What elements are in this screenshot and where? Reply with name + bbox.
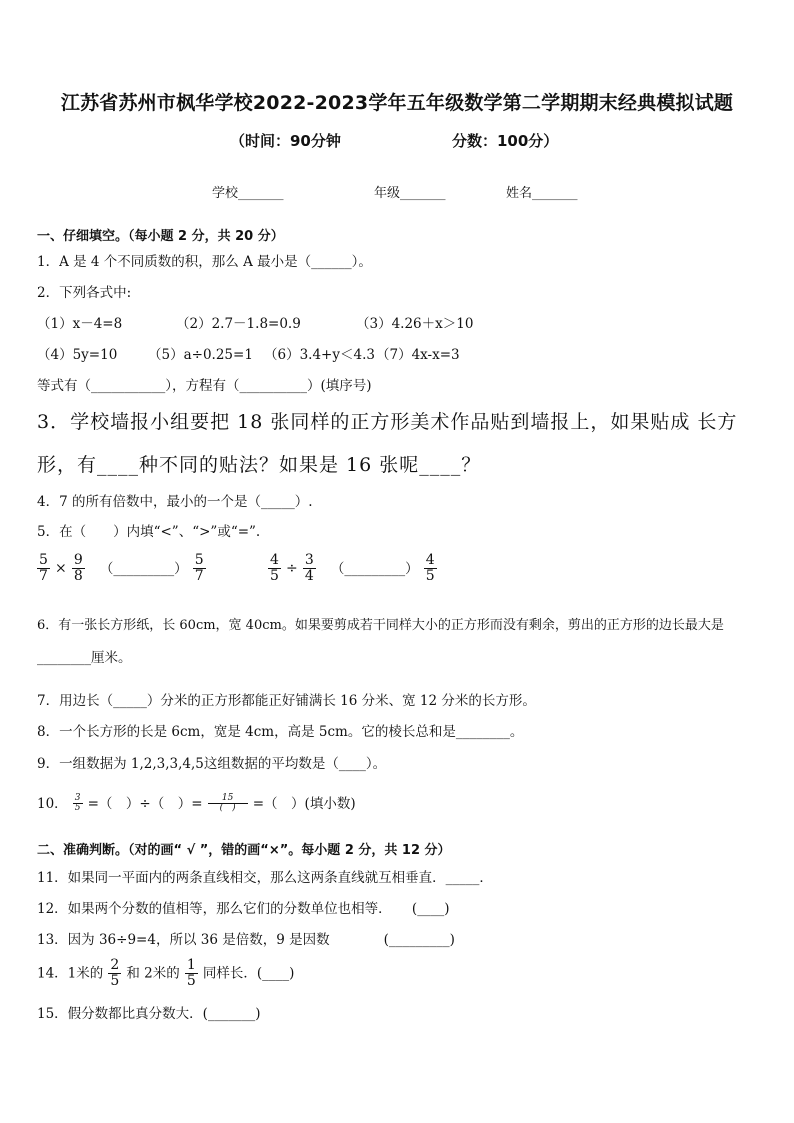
question-4: 4．7 的所有倍数中，最小的一个是（_____）. bbox=[37, 494, 313, 510]
answer-blank[interactable]: （_________） bbox=[99, 560, 188, 577]
section-2-heading: 二、准确判断。（对的画“ √ ”，错的画“×”。每小题 2 分，共 12 分） bbox=[37, 843, 451, 858]
question-6-line-1: 6．有一张长方形纸，长 60cm，宽 40cm。如果要剪成若干同样大小的正方形而没有剩余，剪出的正方形的边长最大是 bbox=[37, 618, 724, 633]
section-1-heading: 一、仔细填空。（每小题 2 分，共 20 分） bbox=[37, 229, 284, 244]
question-10 bbox=[37, 792, 356, 813]
question-2-item-4: （4）5y=10 bbox=[37, 347, 118, 363]
question-12: 12．如果两个分数的值相等，那么它们的分数单位也相等． (____) bbox=[37, 901, 450, 917]
fraction: $\frac{4}{5}$ bbox=[425, 552, 435, 584]
question-9: 9．一组数据为 1,2,3,3,4,5这组数据的平均数是（____）。 bbox=[37, 756, 387, 772]
exam-time: （时间：90分钟 bbox=[230, 132, 341, 150]
fraction: $\frac{5}{7}$ bbox=[194, 552, 204, 584]
question-14 bbox=[37, 958, 294, 988]
question-14-part-c: 同样长．(____) bbox=[202, 965, 295, 982]
question-10-tail: =（ ）(填小数) bbox=[252, 796, 356, 812]
question-3-line-2: 形，有____种不同的贴法？如果是 16 张呢____？ bbox=[37, 454, 482, 476]
question-2-item-5: （5）a÷0.25=1 bbox=[148, 347, 253, 363]
question-14-part-a: 14．1米的 bbox=[37, 965, 104, 982]
question-7: 7．用边长（_____）分米的正方形都能正好铺满长 16 分米、宽 12 分米的长方形。 bbox=[37, 693, 536, 709]
question-5-expression-2 bbox=[268, 553, 437, 583]
exam-score: 分数：100分） bbox=[452, 132, 559, 150]
name-field: 姓名_______ bbox=[506, 186, 578, 201]
fraction: $\frac{15}{( )}$ bbox=[208, 794, 248, 814]
question-13: 13．因为 36÷9=4，所以 36 是倍数，9 是因数 (_________) bbox=[37, 932, 455, 948]
grade-field: 年级_______ bbox=[374, 186, 446, 201]
school-field: 学校_______ bbox=[212, 186, 284, 201]
page-title: 江苏省苏州市枫华学校2022-2023学年五年级数学第二学期期末经典模拟试题 bbox=[60, 92, 734, 114]
question-10-label: 10． bbox=[37, 796, 68, 812]
fraction: $\frac{2}{5}$ bbox=[110, 957, 120, 989]
question-5-expression-1 bbox=[37, 553, 206, 583]
question-2-answer: 等式有（___________），方程有（__________）(填序号) bbox=[37, 378, 372, 394]
question-2-item-2: （2）2.7－1.8=0.9 bbox=[176, 316, 301, 332]
question-2-item-3: （3）4.26＋x＞10 bbox=[356, 316, 474, 332]
question-5: 5．在（ ）内填“<”、“>”或“=”. bbox=[37, 524, 261, 540]
question-3-line-1: 3．学校墙报小组要把 18 张同样的正方形美术作品贴到墙报上，如果贴成 长方 bbox=[37, 411, 738, 433]
question-2: 2．下列各式中: bbox=[37, 285, 132, 301]
fraction: $\frac{5}{7}$ bbox=[39, 552, 48, 584]
fraction: $\frac{1}{5}$ bbox=[186, 957, 196, 989]
question-6-line-2: ________厘米。 bbox=[37, 650, 132, 666]
question-2-item-7: （7）4x-x=3 bbox=[376, 347, 460, 363]
question-1: 1．A 是 4 个不同质数的积，那么 A 最小是（______）。 bbox=[37, 254, 372, 270]
fraction: $\frac{4}{5}$ bbox=[270, 552, 279, 584]
question-10-middle: =（ ）÷（ ）= bbox=[87, 796, 203, 812]
fraction: $\frac{3}{4}$ bbox=[304, 552, 314, 584]
operator: × bbox=[55, 560, 67, 577]
question-2-item-6: （6）3.4+y＜4.3 bbox=[264, 347, 375, 363]
question-2-item-1: （1）x－4=8 bbox=[37, 316, 123, 332]
fraction: $\frac{9}{8}$ bbox=[73, 552, 83, 584]
question-11: 11．如果同一平面内的两条直线相交，那么这两条直线就互相垂直．_____． bbox=[37, 870, 493, 886]
question-8: 8．一个长方形的长是 6cm，宽是 4cm，高是 5cm。它的棱长总和是________。 bbox=[37, 724, 524, 740]
answer-blank[interactable]: （_________） bbox=[330, 560, 419, 577]
question-15: 15．假分数都比真分数大．(_______) bbox=[37, 1006, 261, 1022]
fraction: $\frac{3}{5}$ bbox=[74, 792, 81, 813]
question-14-part-b: 和 2米的 bbox=[126, 965, 180, 982]
operator: ÷ bbox=[286, 560, 298, 577]
